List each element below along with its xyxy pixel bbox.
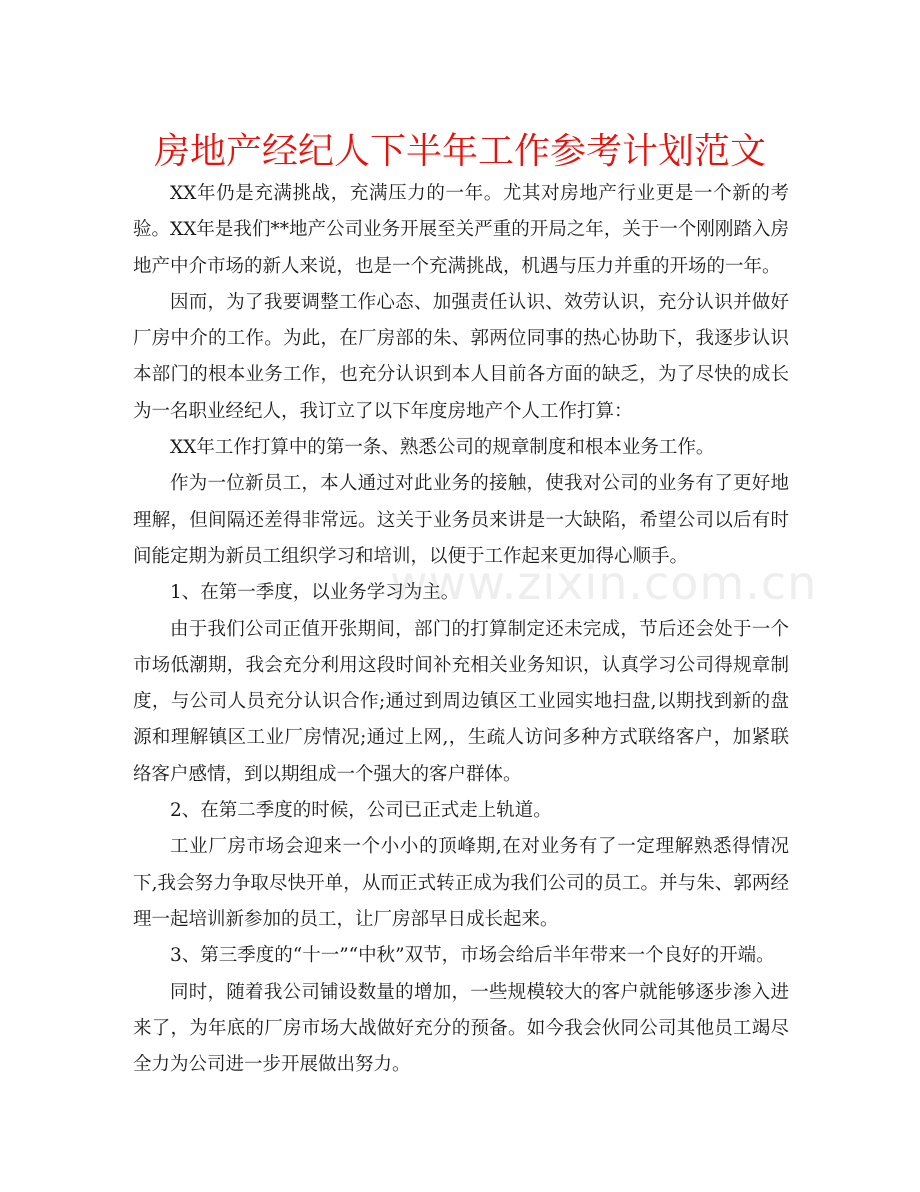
watermark-text: www.zixin.com.cn	[390, 556, 818, 610]
paragraph: 3、第三季度的“十一”“中秋”双节，市场会给后半年带来一个良好的开端。	[170, 945, 775, 967]
paragraph: 2、在第二季度的时候，公司已正式走上轨道。	[170, 800, 552, 822]
paragraph: 同时，随着我公司铺设数量的增加，一些规模较大的客户就能够逐步渗入进来了，为年底的厂房市场大战做好充分的预备。如今我会伙同公司其他员工竭尽全力为公司进一步开展做出努力。	[133, 981, 789, 1076]
paragraph: 工业厂房市场会迎来一个小小的顶峰期,在对业务有了一定理解熟悉得情况下,我会努力争取尽快开单，从而正式转正成为我们公司的员工。并与朱、郭两经理一起培训新参加的员工，让厂房部早日成长起来。	[133, 836, 789, 930]
paragraph: 因而，为了我要调整工作心态、加强责任认识、效劳认识，充分认识并做好厂房中介的工作。为此，在厂房部的朱、郭两位同事的热心协助下，我逐步认识本部门的根本业务工作，也充分认识到本人目前各方面的缺乏，为了尽快的成长为一名职业经纪人，我订立了以下年度房地产个人工作打算：	[133, 291, 789, 422]
paragraph: XX年工作打算中的第一条、熟悉公司的规章制度和根本业务工作。	[170, 437, 715, 459]
document-body	[133, 176, 789, 1083]
document-title: 房地产经纪人下半年工作参考计划范文	[153, 131, 766, 172]
paragraph: XX年仍是充满挑战，充满压力的一年。尤其对房地产行业更是一个新的考验。XX年是我们**地产公司业务开展至关严重的开局之年，关于一个刚刚踏入房地产中介市场的新人来说，也是一个充满挑战，机遇与压力并重的开场的一年。	[133, 183, 789, 277]
paragraph: 1、在第一季度，以业务学习为主。	[170, 582, 460, 604]
paragraph: 作为一位新员工，本人通过对此业务的接触，使我对公司的业务有了更好地理解，但间隔还差得非常远。这关于业务员来讲是一大缺陷，希望公司以后有时间能定期为新员工组织学习和培训，以便于工作起来更加得心顺手。	[133, 473, 789, 567]
paragraph: 由于我们公司正值开张期间，部门的打算制定还未完成，节后还会处于一个市场低潮期，我会充分利用这段时间补充相关业务知识，认真学习公司得规章制度，与公司人员充分认识合作;通过到周边镇区工业园实地扫盘,以期找到新的盘源和理解镇区工业厂房情况;通过上网,，生疏人访问多种方式联络客户，加紧联络客户感情，到以期组成一个强大的客户群体。	[133, 618, 789, 785]
